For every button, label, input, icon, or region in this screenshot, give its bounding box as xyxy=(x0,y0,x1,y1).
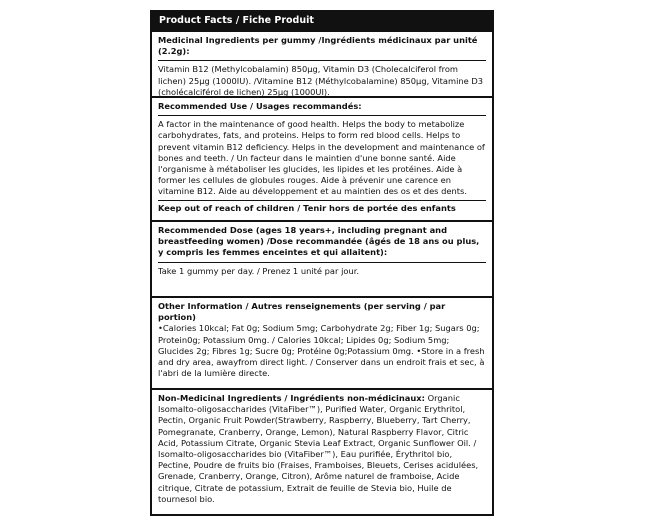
divider xyxy=(158,60,486,61)
divider xyxy=(158,262,486,263)
other-information-section xyxy=(152,296,492,388)
recommended-use-section xyxy=(152,96,492,220)
recommended-dose-text: Take 1 gummy per day. / Prenez 1 unité par jour. xyxy=(158,265,359,276)
medicinal-ingredients-text: Vitamin B12 (Methylcobalamin) 850µg, Vitamin D3 (Cholecalciferol from lichen) 25µg (1000IU). /Vitamine B12 (Méthylcobalamine) 850µg, Vitamine D3 (cholécalciférol de lichen) 25µg (1000UI). xyxy=(158,64,484,97)
recommended-use-title: Recommended Use / Usages recommandés: xyxy=(158,101,362,111)
non-medicinal-ingredients-section xyxy=(152,388,492,522)
recommended-dose-section xyxy=(152,220,492,296)
non-medicinal-ingredients-text: Organic Isomalto-oligosaccharides (VitaFiber™), Purified Water, Organic Erythritol, Pectin, Organic Fruit Powder(Strawberry, Raspberry, Blueberry, Tart Cherry, Pomegranate, Cranberry, Orange, Lemon), Natural Raspberry Flavor, Citric Acid, Potassium Citrate, Organic Stevia Leaf Extract, Organic Sunflower Oil. / Isomalto-oligosaccharides bio (VitaFiber™), Eau purifiée, Érythritol bio, Pectine, Poudre de fruits bio (Fraises, Framboises, Bleuets, Cerises acidulées, Grenade, Cranberry, Orange, Citron), Arôme naturel de framboise, Acide citrique, Citrate de potassium, Extrait de feuille de Stevia bio, Huile de tournesol bio. xyxy=(158,393,479,504)
medicinal-ingredients-title: Medicinal Ingredients per gummy /Ingrédients médicinaux par unité (2.2g): xyxy=(158,35,478,57)
keep-out-of-reach-warning: Keep out of reach of children / Tenir hors de portée des enfants xyxy=(158,202,456,213)
divider xyxy=(158,200,486,201)
recommended-dose-title: Recommended Dose (ages 18 years+, including pregnant and breastfeeding women) /Dose recommandée (âgés de 18 ans ou plus, y compris les femmes enceintes et qui allaitent): xyxy=(158,225,480,258)
divider xyxy=(158,115,486,116)
recommended-use-text: A factor in the maintenance of good health. Helps the body to metabolize carbohydrates, fats, and proteins. Helps to form red blood cells. Helps to prevent vitamin B12 deficiency. Helps in the development and maintenance of bones and teeth. / Un facteur dans le maintien d'une bonne santé. Aide l'organisme à métaboliser les glucides, les lipides et les protéines. Aide à former les cellules de globules rouges. Aide à prévenir une carence en vitamine B12. Aide au développement et au maintien des os et des dents. xyxy=(158,119,485,197)
non-medicinal-ingredients-title: Non-Medicinal Ingredients / Ingrédients non-médicinaux: xyxy=(158,393,425,403)
medicinal-ingredients-section xyxy=(152,30,492,96)
product-facts-panel xyxy=(150,10,494,516)
panel-header: Product Facts / Fiche Produit xyxy=(152,12,492,30)
other-information-text: •Calories 10kcal; Fat 0g; Sodium 5mg; Carbohydrate 2g; Fiber 1g; Sugars 0g; Protein0g; Potassium 0mg. / Calories 10kcal; Lipides 0g; Sodium 5mg; Glucides 2g; Fibres 1g; Sucre 0g; Protéine 0g;Potassium 0mg. •Store in a fresh and dry area, awayfrom direct light. / Conserver dans un endroit frais et sec, à l'abri de la lumière directe. xyxy=(158,323,485,379)
other-information-title: Other Information / Autres renseignements (per serving / par portion) xyxy=(158,301,446,323)
